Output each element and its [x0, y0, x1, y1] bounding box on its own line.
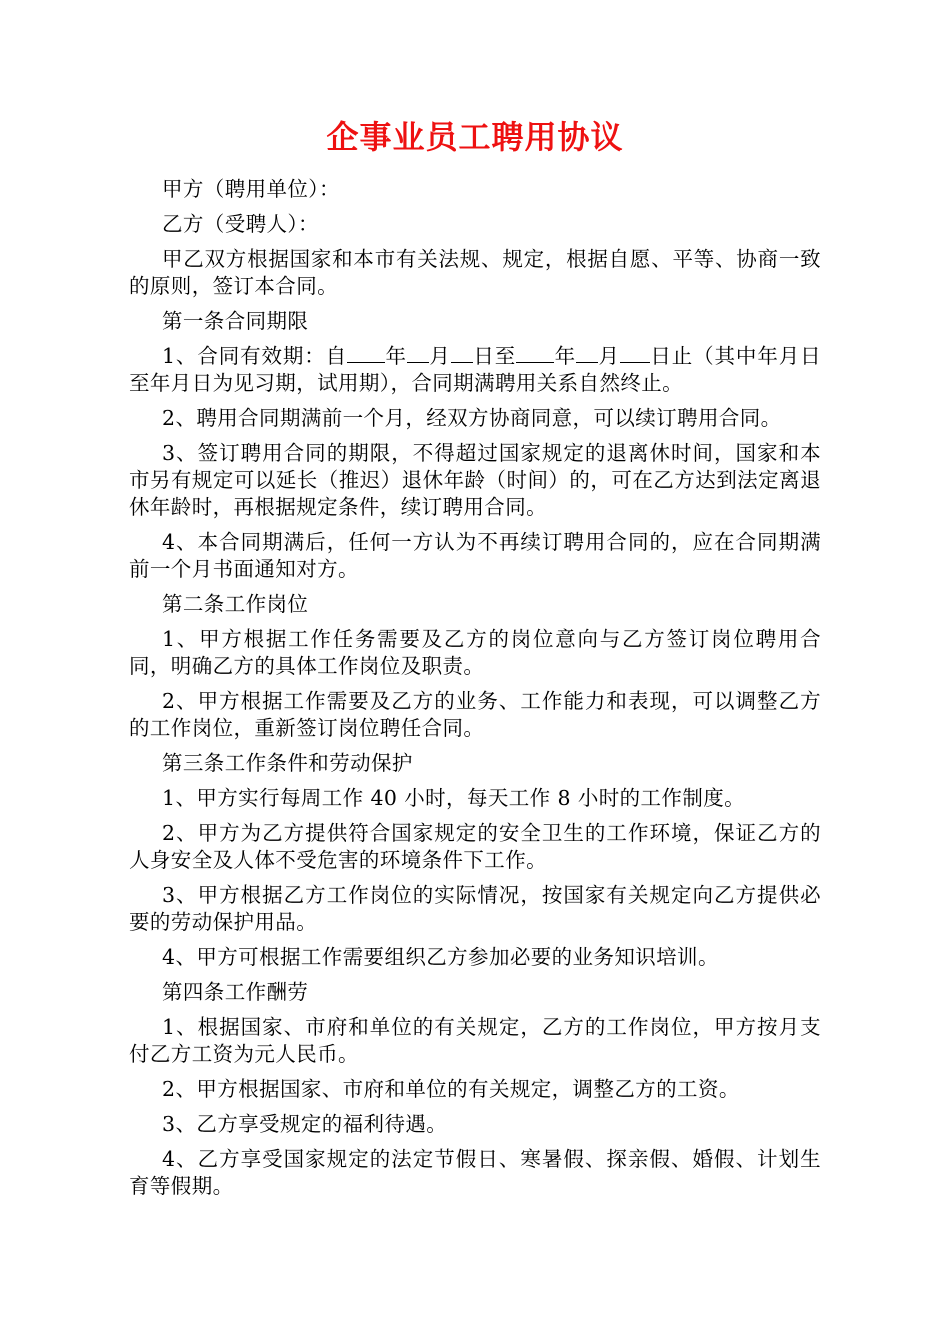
article-3-item-1: 1、甲方实行每周工作 40 小时，每天工作 8 小时的工作制度。	[162, 786, 746, 810]
term-text-1: 1、合同有效期：自	[162, 344, 348, 368]
article-4-heading: 第四条工作酬劳	[162, 980, 309, 1004]
blank-start-day	[451, 344, 473, 363]
term-text-5: 年	[554, 344, 576, 368]
blank-end-year	[516, 344, 554, 363]
blank-start-month	[407, 344, 429, 363]
article-2-item-2: 2、甲方根据工作需要及乙方的业务、工作能力和表现，可以调整乙方的工作岗位，重新签订岗位聘任合同。	[129, 689, 821, 740]
article-3-item-3: 3、甲方根据乙方工作岗位的实际情况，按国家有关规定向乙方提供必要的劳动保护用品。	[129, 883, 821, 934]
document-title: 企事业员工聘用协议	[326, 118, 624, 156]
article-4-item-3: 3、乙方享受规定的福利待遇。	[162, 1112, 448, 1136]
article-1-item-2: 2、聘用合同期满前一个月，经双方协商同意，可以续订聘用合同。	[162, 406, 782, 430]
article-3-heading: 第三条工作条件和劳动保护	[162, 751, 413, 775]
party-a-line: 甲方（聘用单位）：	[162, 177, 340, 201]
article-3-item-2: 2、甲方为乙方提供符合国家规定的安全卫生的工作环境，保证乙方的人身安全及人体不受危害的环境条件下工作。	[129, 821, 821, 872]
article-3-item-4: 4、甲方可根据工作需要组织乙方参加必要的业务知识培训。	[162, 945, 719, 969]
article-1-item-1	[129, 343, 821, 397]
article-2-item-1: 1、甲方根据工作任务需要及乙方的岗位意向与乙方签订岗位聘用合同，明确乙方的具体工作岗位及职责。	[129, 627, 821, 678]
article-1-heading: 第一条合同期限	[162, 309, 309, 333]
contract-document	[129, 110, 821, 1208]
term-text-6: 月	[598, 344, 620, 368]
party-b-line: 乙方（受聘人）：	[162, 212, 319, 236]
article-4-item-4: 4、乙方享受国家规定的法定节假日、寒暑假、探亲假、婚假、计划生育等假期。	[129, 1147, 821, 1198]
term-text-2: 年	[385, 344, 407, 368]
article-4-item-2: 2、甲方根据国家、市府和单位的有关规定，调整乙方的工资。	[162, 1077, 740, 1101]
term-text-4: 日至	[472, 344, 517, 368]
article-1-item-4: 4、本合同期满后，任何一方认为不再续订聘用合同的，应在合同期满前一个月书面通知对方。	[129, 530, 821, 581]
term-text-7: 日止（其中年月日至年月日为见习期，试用期），合同期满聘用关系自然终止。	[129, 344, 822, 395]
article-2-heading: 第二条工作岗位	[162, 592, 309, 616]
article-1-item-3: 3、签订聘用合同的期限，不得超过国家规定的退离休时间，国家和本市另有规定可以延长（推迟）退休年龄（时间）的，可在乙方达到法定离退休年龄时，再根据规定条件，续订聘用合同。	[129, 441, 821, 519]
blank-end-month	[576, 344, 598, 363]
article-4-item-1: 1、根据国家、市府和单位的有关规定，乙方的工作岗位，甲方按月支付乙方工资为元人民币。	[129, 1015, 821, 1066]
blank-end-day	[620, 344, 650, 363]
preamble-paragraph: 甲乙双方根据国家和本市有关法规、规定，根据自愿、平等、协商一致的原则，签订本合同。	[129, 247, 821, 298]
blank-start-year	[347, 344, 385, 363]
term-text-3: 月	[428, 344, 451, 368]
